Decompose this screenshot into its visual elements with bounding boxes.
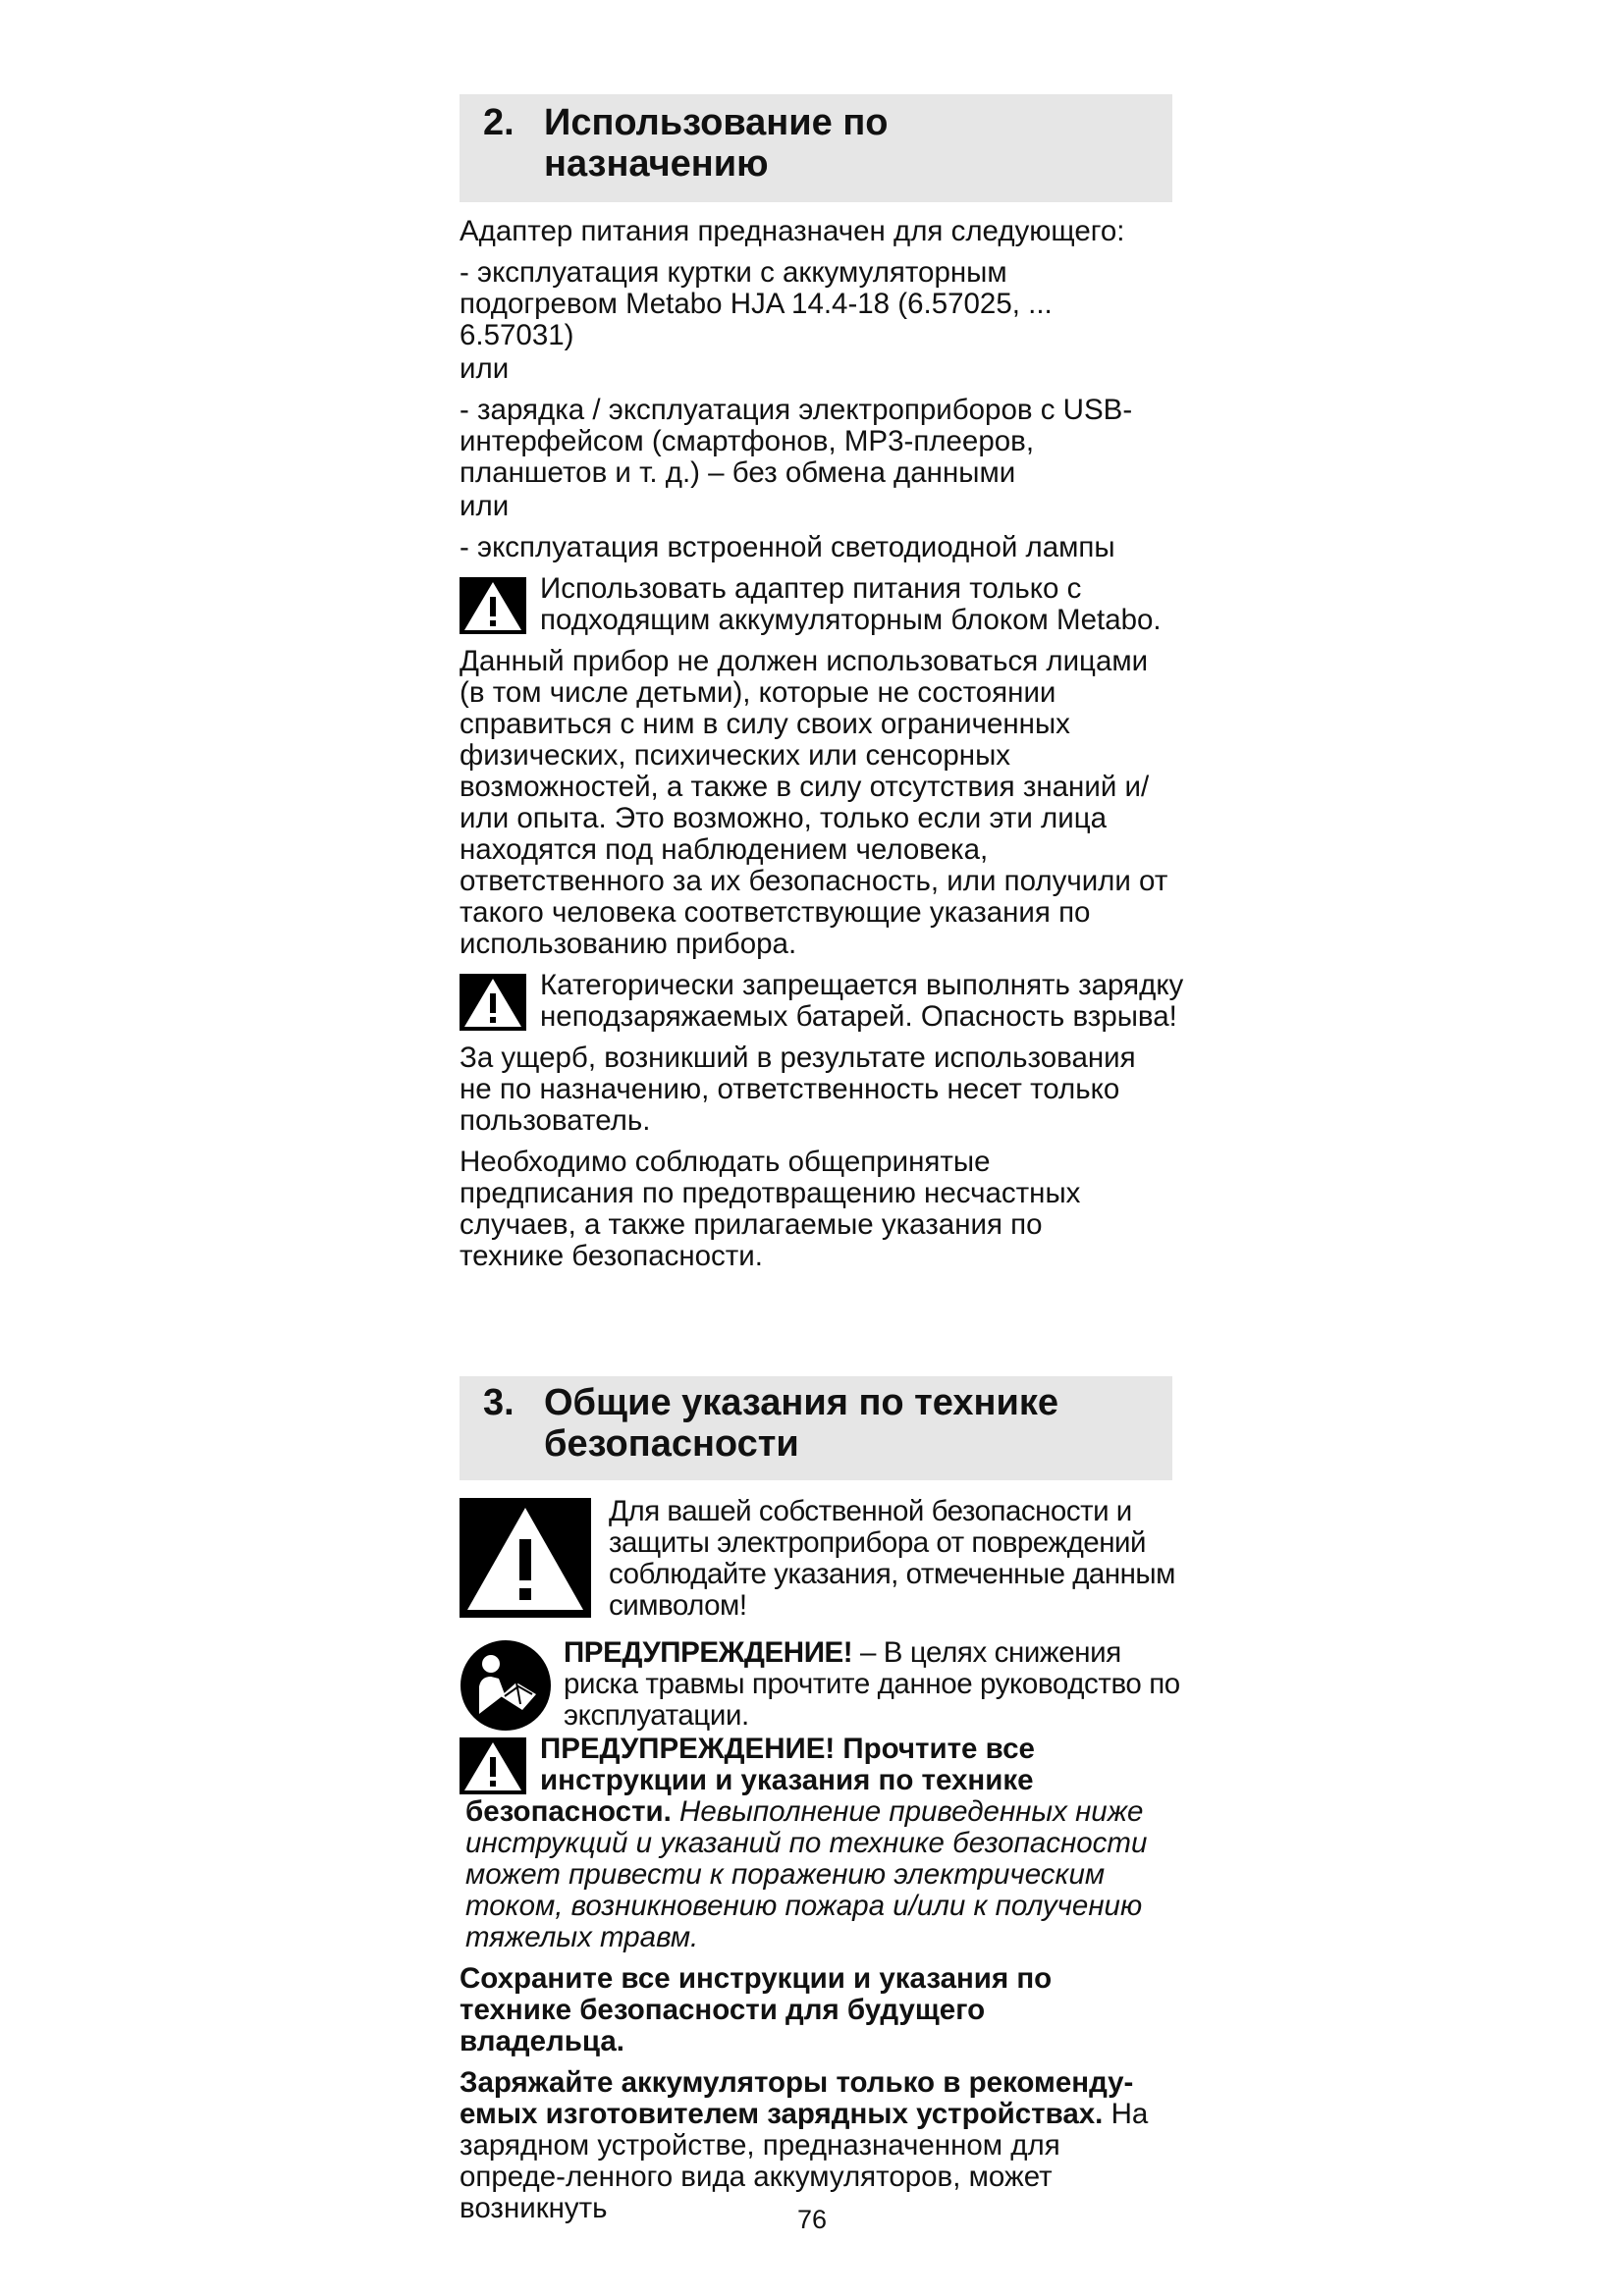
list-item-jacket: - эксплуатация куртки с аккумуляторным подогревом Metabo HJA 14.4-18 (6.57025, ... 6.57031)	[460, 256, 1053, 351]
section-2-title-line1: Использование по	[544, 102, 889, 143]
section-3-number: 3.	[483, 1382, 514, 1423]
section-2-body	[460, 216, 1186, 1272]
warning-block-3	[460, 1734, 1186, 1953]
list-item-led: - эксплуатация встроенной светодиодной лампы	[460, 531, 1115, 563]
section-2-heading	[460, 94, 1172, 202]
read-manual-icon	[460, 1639, 552, 1732]
section-2-title-line2: назначению	[544, 143, 769, 185]
warning-triangle-icon	[460, 577, 526, 634]
warning-3-text	[460, 1734, 1153, 1953]
manual-warning-block	[460, 1637, 1186, 1732]
charge-text: На зарядном устройстве, предназначенном для опреде-ленного вида аккумуляторов, может возникнуть	[460, 2098, 1149, 2224]
warning-triangle-icon	[460, 1737, 526, 1794]
intro-text: Адаптер питания предназначен для следующего:	[460, 215, 1125, 247]
manual-warning-label: ПРЕДУПРЕЖДЕНИЕ!	[564, 1637, 853, 1669]
paragraph-regulations: Необходимо соблюдать общепринятые предписания по предотвращению несчастных случаев, а также прилагаемые указания по технике безопасности.	[460, 1146, 1081, 1272]
warning-3-italic: Невыполнение приведенных ниже инструкций и указаний по технике безопасности может привести к поражению электрическим током, возникновению пожара и/или к получению тяжелых травм.	[465, 1795, 1148, 1953]
warning-1-text: Использовать адаптер питания только с подходящим аккумуляторным блоком Metabo.	[540, 573, 1162, 636]
warning-triangle-icon	[460, 974, 526, 1031]
keep-instructions-text: Сохраните все инструкции и указания по технике безопасности для будущего владельца.	[460, 1962, 1053, 2057]
or-text-1: или	[460, 352, 510, 385]
paragraph-liability: За ущерб, возникший в результате использования не по назначению, ответственность несет только пользователь.	[460, 1041, 1136, 1137]
manual-warning-text	[460, 1637, 1186, 1732]
large-warning-triangle-icon	[460, 1498, 591, 1618]
section-2-number: 2.	[483, 102, 514, 143]
big-warning-text: Для вашей собственной безопасности и защиты электроприбора от повреждений соблюдайте указания, отмеченные данным символом!	[609, 1496, 1175, 1622]
big-warning-block	[460, 1496, 1186, 1622]
section-3-title-line2: безопасности	[544, 1423, 799, 1465]
page-number: 76	[796, 2205, 828, 2234]
warning-block-1	[460, 573, 1186, 636]
or-text-2: или	[460, 490, 510, 522]
list-item-usb: - зарядка / эксплуатация электроприборов с USB-интерфейсом (смартфонов, MP3-плееров, планшетов и т. д.) – без обмена данными	[460, 394, 1133, 489]
section-3-heading	[460, 1376, 1172, 1480]
section-3-body	[460, 1496, 1186, 2224]
paragraph-restrictions: Данный прибор не должен использоваться лицами (в том числе детьми), которые не состоянии справиться с ним в силу своих ограниченных физических, психических или сенсорных возможностей, а также в силу отсутствия знаний и/или опыта. Это возможно, только если эти лица находятся под наблюдением человека, ответственного за их безопасность, или получили от такого человека соответствующие указания по использованию прибора.	[460, 645, 1168, 960]
warning-2-text: Категорически запрещается выполнять зарядку неподзаряжаемых батарей. Опасность взрыва!	[540, 970, 1184, 1033]
warning-block-2	[460, 970, 1186, 1033]
manual-warning-body: – В целях снижения риска травмы прочтите данное руководство по эксплуатации.	[564, 1637, 1180, 1732]
charge-bold: Заряжайте аккумуляторы только в рекоменду-емых изготовителем зарядных устройствах.	[460, 2066, 1134, 2130]
warning-3-bold: ПРЕДУПРЕЖДЕНИЕ! Прочтите все инструкции и указания по технике безопасности.	[465, 1734, 1035, 1828]
section-3-title-line1: Общие указания по технике	[544, 1382, 1059, 1423]
charge-paragraph	[460, 2067, 1166, 2224]
